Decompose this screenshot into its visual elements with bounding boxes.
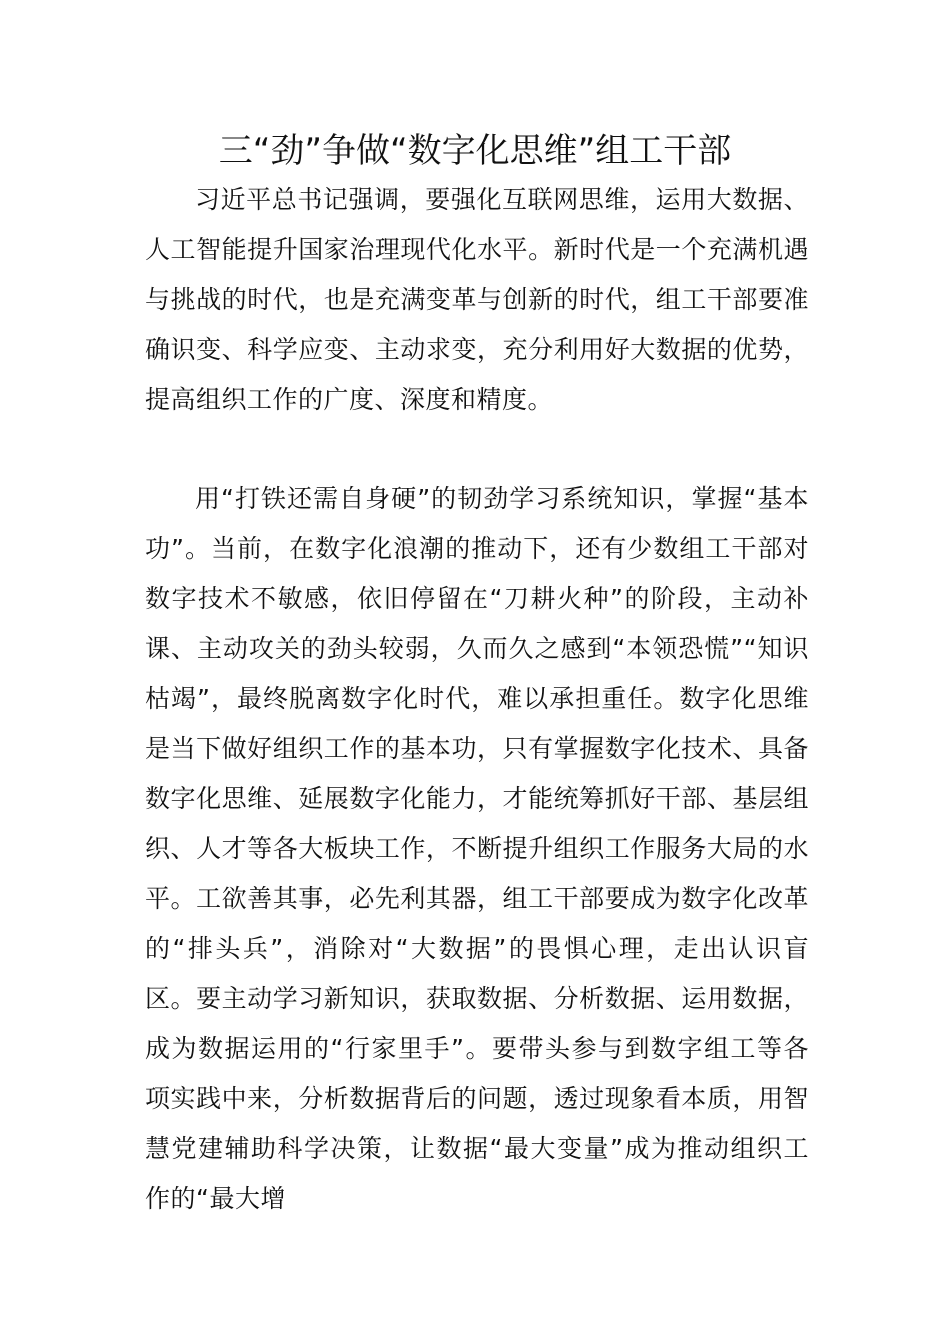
paragraph-body: 用“打铁还需自身硬”的韧劲学习系统知识，掌握“基本功”。当前，在数字化浪潮的推动下，还有少数组工干部对数字技术不敏感，依旧停留在“刀耕火种”的阶段，主动补课、主动攻关的劲头较弱，久而久之感到“本领恐慌”“知识枯竭”，最终脱离数字化时代，难以承担重任。数字化思维是当下做好组织工作的基本功，只有掌握数字化技术、具备数字化思维、延展数字化能力，才能统筹抓好干部、基层组织、人才等各大板块工作，不断提升组织工作服务大局的水平。工欲善其事，必先利其器，组工干部要成为数字化改革的“排头兵”，消除对“大数据”的畏惧心理，走出认识盲区。要主动学习新知识，获取数据、分析数据、运用数据，成为数据运用的“行家里手”。要带头参与到数字组工等各项实践中来，分析数据背后的问题，透过现象看本质，用智慧党建辅助科学决策，让数据“最大变量”成为推动组织工作的“最大增 xyxy=(145,484,809,1213)
paragraph-intro: 习近平总书记强调，要强化互联网思维，运用大数据、人工智能提升国家治理现代化水平。新时代是一个充满机遇与挑战的时代，也是充满变革与创新的时代，组工干部要准确识变、科学应变、主动求变，充分利用好大数据的优势，提高组织工作的广度、深度和精度。 xyxy=(145,185,809,414)
document-title: 三“劲”争做“数字化思维”组工干部 xyxy=(218,131,732,171)
